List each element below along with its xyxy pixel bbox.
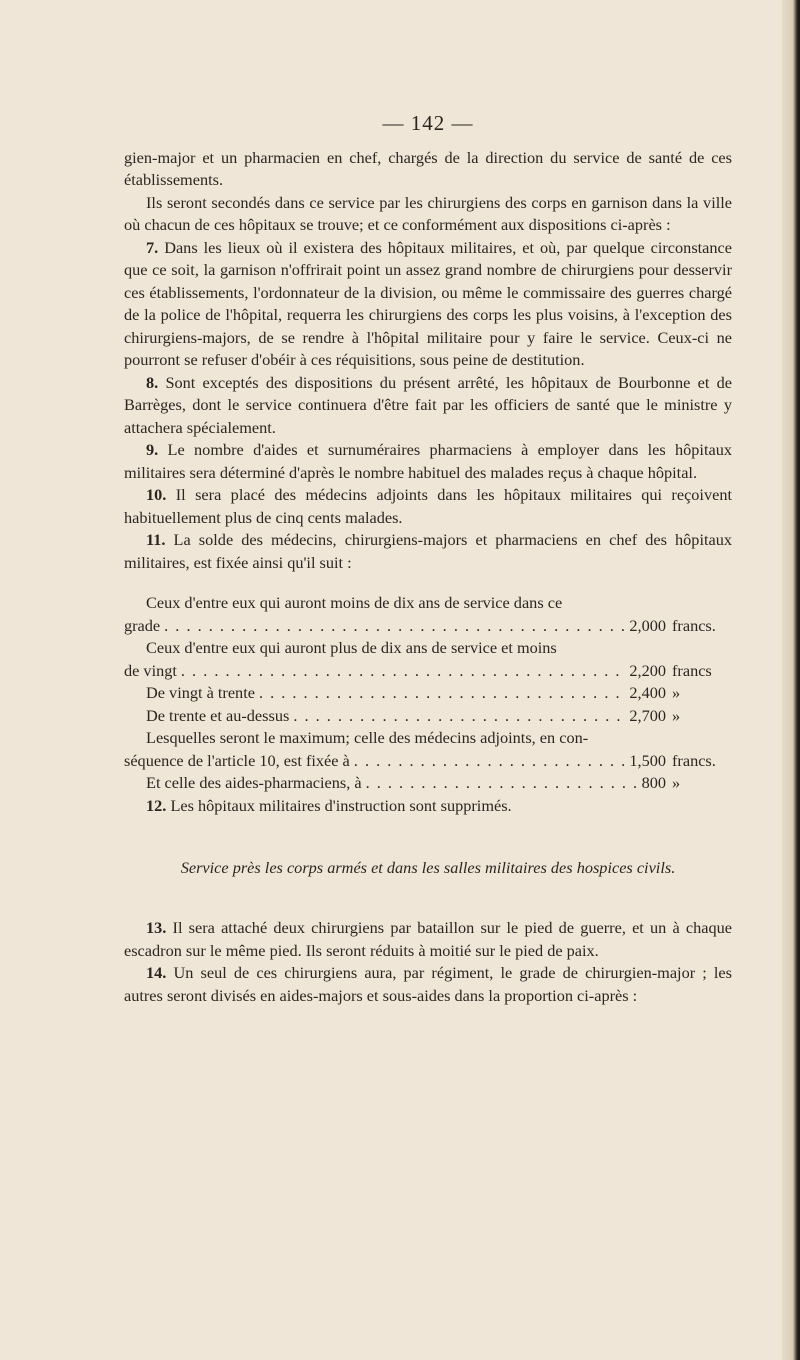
pay-row-unit: francs. — [672, 615, 716, 635]
dot-leader — [181, 660, 625, 683]
pay-intro-2: Ceux d'entre eux qui auront plus de dix ans de service et moins — [146, 638, 557, 657]
article-10: 10. Il sera placé des médecins adjoints dans les hôpitaux militaires qui reçoivent habituellement plus de cinq cents malades. — [124, 485, 732, 527]
pay-row-vingt — [124, 660, 732, 683]
article-number: 13. — [146, 918, 167, 937]
article-14: 14. Un seul de ces chirurgiens aura, par régiment, le grade de chirurgien-major ; les autres seront divisés en aides-majors et sous-aides dans la proportion ci-après : — [124, 963, 732, 1005]
article-12: 12. Les hôpitaux militaires d'instruction sont supprimés. — [146, 795, 512, 815]
pay-row-grade — [124, 615, 732, 638]
pay-intro-1: Ceux d'entre eux qui auront moins de dix ans de service dans ce — [146, 593, 563, 612]
article-8: 8. Sont exceptés des dispositions du présent arrêté, les hôpitaux de Bourbonne et de Barrèges, dont le service continuera d'être fait par les officiers de santé que le ministre y attachera spécialement. — [124, 372, 732, 437]
article-number: 8. — [146, 372, 159, 392]
section-title: Service près les corps armés et dans les salles militaires des hospices civils. — [180, 858, 676, 877]
article-number: 11. — [146, 530, 166, 549]
pay-row-label: Et celle des aides-pharmaciens, à — [146, 773, 362, 792]
pay-row-amount: 800 — [641, 773, 666, 792]
page-number: — 142 — — [382, 111, 474, 135]
pay-row-aides — [124, 772, 732, 795]
article-number: 7. — [146, 237, 159, 257]
page-edge — [782, 0, 800, 1360]
article-number: 9. — [146, 440, 159, 459]
pay-intro-3: Lesquelles seront le maximum; celle des médecins adjoints, en con- — [146, 728, 589, 747]
article-11: 11. La solde des médecins, chirurgiens-majors et pharmaciens en chef des hôpitaux militaires, est fixée ainsi qu'il suit : — [124, 530, 732, 572]
pay-row-unit: » — [672, 683, 681, 702]
pay-row-label: séquence de l'article 10, est fixée à — [124, 750, 350, 770]
paragraph-secondes: Ils seront secondés dans ce service par les chirurgiens des corps en garnison dans la ville où chacun de ces hôpitaux se trouve; et ce conformément aux dispositions ci-après : — [124, 192, 732, 234]
article-number: 12. — [146, 795, 167, 815]
pay-row-label: De vingt à trente — [146, 683, 255, 702]
pay-row-unit: » — [672, 773, 681, 792]
pay-row-amount: 2,700 — [629, 705, 666, 725]
pay-row-trente-plus — [124, 705, 732, 728]
pay-row-amount: 1,500 — [629, 750, 666, 770]
pay-row-unit: francs — [672, 660, 712, 680]
pay-row-label: de vingt — [124, 660, 177, 680]
pay-row-amount: 2,000 — [629, 615, 666, 635]
dot-leader — [164, 615, 625, 638]
dot-leader — [293, 705, 625, 728]
article-number: 10. — [146, 485, 167, 504]
article-9: 9. Le nombre d'aides et surnuméraires pharmaciens à employer dans les hôpitaux militaires sera déterminé d'après le nombre habituel des malades reçus à chaque hôpital. — [124, 440, 732, 482]
dot-leader — [354, 750, 626, 773]
article-7: 7. Dans les lieux où il existera des hôpitaux militaires, et où, par quelque circonstance que ce soit, la garnison n'offrirait point un assez grand nombre de chirurgiens pour desservir ces établissements, l'ordonnateur de la division, ou même le commissaire des guerres chargé de la police de l'hôpital, requerra les chirurgiens des corps les plus voisins, à l'exception des chirurgiens-majors, de se rendre à l'hôpital militaire pour y faire le service. Ceux-ci ne pourront se refuser d'obéir à ces réquisitions, sous peine de destitution. — [124, 237, 732, 369]
pay-row-adjoints — [124, 750, 732, 773]
pay-row-unit: » — [672, 705, 681, 725]
dot-leader — [259, 682, 625, 705]
pay-row-label: De trente et au-dessus — [146, 705, 290, 725]
dot-leader — [366, 772, 638, 795]
pay-row-amount: 2,400 — [629, 683, 666, 702]
paragraph-continuation: gien-major et un pharmacien en chef, chargés de la direction du service de santé de ces établissements. — [124, 147, 732, 189]
pay-row-unit: francs. — [672, 750, 716, 770]
book-page — [124, 112, 732, 1007]
pay-row-label: grade — [124, 615, 161, 635]
article-13: 13. Il sera attaché deux chirurgiens par bataillon sur le pied de guerre, et un à chaque escadron sur le même pied. Ils seront réduits à moitié sur le pied de paix. — [124, 918, 732, 960]
article-number: 14. — [146, 963, 167, 982]
pay-row-amount: 2,200 — [629, 660, 666, 680]
pay-row-vingt-trente — [124, 682, 732, 705]
